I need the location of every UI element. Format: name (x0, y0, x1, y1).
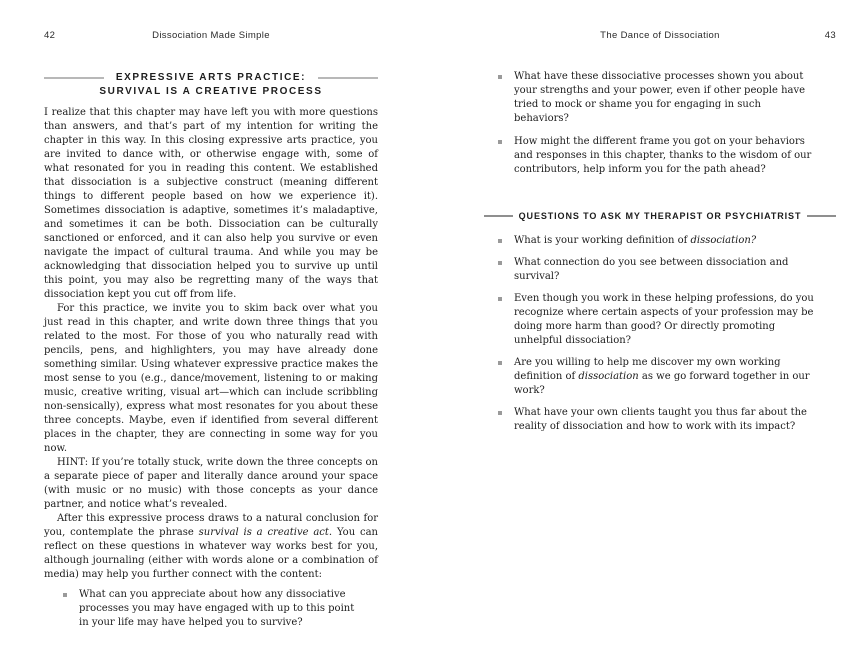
bullet-square-icon (498, 239, 502, 243)
page-number-left: 42 (44, 30, 56, 41)
questions-heading (484, 211, 836, 221)
bullet-text: What can you appreciate about how any dissociative processes you may have engaged with up to this point in your life may have helped you to survive? (79, 589, 355, 628)
practice-heading-row2 (44, 85, 378, 99)
bullet-text: What have your own clients taught you thus far about the reality of dissociation and how to work with its impact? (514, 407, 807, 432)
bullet-item (498, 356, 836, 398)
heading-rule-left (44, 77, 104, 79)
bullet-item (498, 70, 836, 126)
practice-heading-row1 (44, 71, 378, 85)
bullet-text: Are you willing to help me discover my own working definition of dissociation as we go forward together in our work? (514, 357, 810, 396)
paragraph-3: HINT: If you’re totally stuck, write down the three concepts on a separate piece of paper and literally dance around your space (with music or no music) with those concepts as your dance partner, and notice what’s revealed. (44, 457, 378, 510)
right-running-header (484, 30, 836, 42)
practice-heading-line1: EXPRESSIVE ARTS PRACTICE: (115, 72, 307, 83)
left-bullet-list (44, 588, 378, 630)
running-head-left: Dissociation Made Simple (152, 30, 270, 41)
bullet-square-icon (498, 411, 502, 415)
practice-heading-line2: SURVIVAL IS A CREATIVE PROCESS (99, 86, 323, 97)
questions-heading-text: QUESTIONS TO ASK MY THERAPIST OR PSYCHIATRIST (518, 211, 802, 221)
running-head-right: The Dance of Dissociation (600, 30, 720, 41)
page-number-right: 43 (824, 30, 836, 41)
bullet-item (498, 135, 836, 177)
bullet-item (498, 406, 836, 434)
questions-list (484, 234, 836, 434)
bullet-text: Even though you work in these helping professions, do you recognize where certain aspects of your profession may be doing more harm than good? Or directly promoting unhelpful dissociation? (514, 293, 814, 346)
heading-dash-left (484, 215, 513, 217)
bullet-item (498, 292, 836, 348)
bullet-item (498, 234, 836, 248)
left-body-text (44, 106, 378, 582)
page-right (484, 30, 836, 442)
practice-heading (44, 71, 378, 99)
bullet-item (63, 588, 378, 630)
bullet-square-icon (498, 140, 502, 144)
bullet-text: What is your working definition of dissociation? (514, 235, 757, 246)
bullet-text: How might the different frame you got on your behaviors and responses in this chapter, thanks to the wisdom of our contributors, help inform you for the path ahead? (514, 136, 812, 175)
left-running-header (44, 30, 378, 42)
bullet-text: What connection do you see between dissociation and survival? (514, 257, 789, 282)
heading-dash-right (807, 215, 836, 217)
bullet-square-icon (498, 361, 502, 365)
page-left (44, 30, 378, 639)
bullet-square-icon (498, 75, 502, 79)
paragraph-2: For this practice, we invite you to skim back over what you just read in this chapter, and write down three things that you related to the most. For those of you who naturally read with pencils, pens, and highlighters, you may have already done something similar. Using whatever expressive practice makes the most sense to you (e.g., dance/movement, listening to or making music, creative writing, visual art—which can include scribbling non-sensically), express what most resonates for you about these three concepts. Maybe, even if identified from several different places in the chapter, they are connecting in some way for you now. (44, 303, 378, 454)
bullet-square-icon (498, 261, 502, 265)
bullet-square-icon (63, 593, 67, 597)
paragraph-1: I realize that this chapter may have left you with more questions than answers, and that’s part of my intention for writing the chapter in this way. In this closing expressive arts practice, you are invited to dance with, or otherwise engage with, some of what resonated for you in reading this content. We established that dissociation is a subjective construct (meaning different things to different people based on how we experience it). Sometimes dissociation is adaptive, sometimes it’s maladaptive, and sometimes it can be both. Dissociation can be culturally sanctioned or enforced, and it can also help you survive or even navigate the impact of cultural trauma. And while you may be acknowledging that dissociation helped you to survive up until this point, you may also be regretting many of the ways that dissociation kept you cut off from life. (44, 107, 378, 300)
bullet-square-icon (498, 297, 502, 301)
paragraph-4: After this expressive process draws to a natural conclusion for you, contemplate the phrase survival is a creative act. You can reflect on these questions in whatever way works best for you, although journaling (either with words alone or a combination of media) may help you further connect with the content: (44, 513, 378, 580)
continued-bullet-list (484, 70, 836, 177)
heading-rule-right (318, 77, 378, 79)
bullet-text: What have these dissociative processes shown you about your strengths and your power, even if other people have tried to mock or shame you for engaging in such behaviors? (514, 71, 806, 124)
bullet-item (498, 256, 836, 284)
